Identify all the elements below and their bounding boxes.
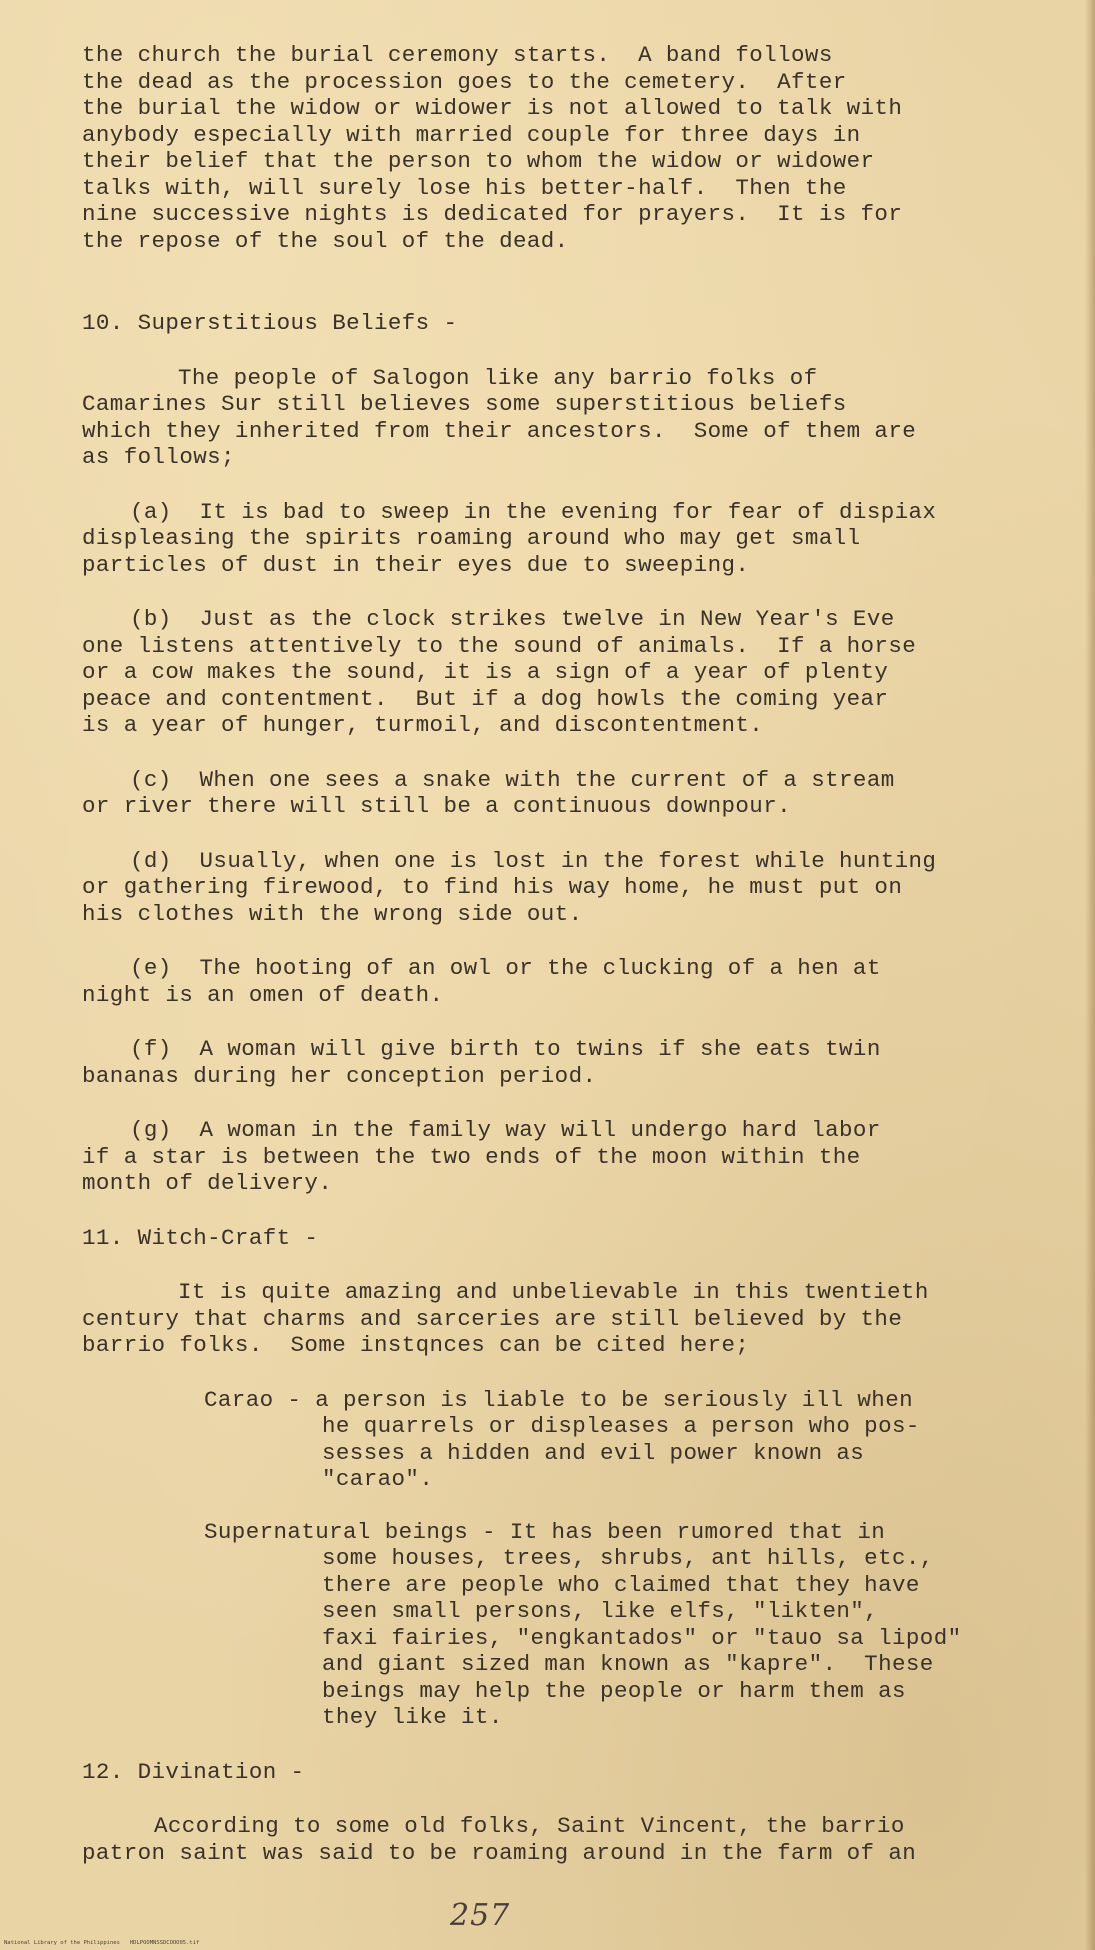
text-line: he quarrels or displeases a person who pos- bbox=[322, 1413, 920, 1439]
text-line: nine successive nights is dedicated for prayers. It is for bbox=[82, 201, 903, 227]
document-body bbox=[82, 42, 1042, 1866]
text-line: the repose of the soul of the dead. bbox=[82, 227, 569, 254]
text-line: they like it. bbox=[322, 1704, 503, 1730]
definition-carao bbox=[82, 1387, 1042, 1493]
section-11-heading: 11. Witch-Craft - bbox=[82, 1224, 319, 1251]
text-line: sesses a hidden and evil power known as bbox=[322, 1439, 865, 1466]
text-line: the dead as the procession goes to the cemetery. After bbox=[82, 68, 847, 95]
text-line: (f) A woman will give birth to twins if she eats twin bbox=[130, 1036, 881, 1062]
text-line: some houses, trees, shrubs, ant hills, etc., bbox=[322, 1545, 934, 1571]
text-line: (a) It is bad to sweep in the evening for fear of dispiax bbox=[130, 498, 937, 525]
text-line: century that charms and sarceries are still believed by the bbox=[82, 1305, 903, 1332]
text-line: (g) A woman in the family way will undergo hard labor bbox=[130, 1117, 881, 1143]
section-12-heading: 12. Divination - bbox=[82, 1758, 305, 1785]
belief-item-e bbox=[82, 955, 1042, 1008]
text-line: peace and contentment. But if a dog howls the coming year bbox=[82, 685, 889, 712]
text-line: if a star is between the two ends of the moon within the bbox=[82, 1143, 861, 1170]
text-line: Camarines Sur still believes some superstitious beliefs bbox=[82, 391, 847, 417]
section-12-intro bbox=[82, 1813, 1042, 1866]
section-10-heading: 10. Superstitious Beliefs - bbox=[82, 310, 458, 336]
text-line: and giant sized man known as "kapre". These bbox=[322, 1651, 934, 1677]
text-line: their belief that the person to whom the widow or widower bbox=[82, 148, 875, 174]
text-line: one listens attentively to the sound of animals. If a horse bbox=[82, 632, 917, 659]
text-line: The people of Salogon like any barrio folks of bbox=[178, 364, 818, 391]
text-line: faxi fairies, "engkantados" or "tauo sa lipod" bbox=[322, 1624, 962, 1651]
text-line: particles of dust in their eyes due to sweeping. bbox=[82, 551, 750, 578]
text-line: night is an omen of death. bbox=[82, 981, 444, 1008]
text-line: It is quite amazing and unbelievable in this twentieth bbox=[178, 1279, 929, 1305]
text-line: talks with, will surely lose his better-half. Then the bbox=[82, 174, 847, 201]
text-line: "carao". bbox=[322, 1466, 434, 1492]
text-line: seen small persons, like elfs, "likten", bbox=[322, 1598, 879, 1624]
belief-item-f bbox=[82, 1036, 1042, 1089]
text-line: the church the burial ceremony starts. A band follows bbox=[82, 42, 833, 68]
text-line: month of delivery. bbox=[82, 1170, 333, 1196]
belief-item-a bbox=[82, 499, 1042, 579]
text-line: (d) Usually, when one is lost in the forest while hunting bbox=[130, 847, 937, 874]
text-line: Supernatural beings - It has been rumored that in bbox=[204, 1518, 886, 1545]
text-line: (e) The hooting of an owl or the clucking of a hen at bbox=[130, 955, 881, 981]
text-line: the burial the widow or widower is not allowed to talk with bbox=[82, 95, 903, 121]
page-number: 257 bbox=[450, 1898, 511, 1933]
text-line: his clothes with the wrong side out. bbox=[82, 900, 583, 927]
section-10-intro bbox=[82, 365, 1042, 471]
belief-item-d bbox=[82, 848, 1042, 928]
text-line: (b) Just as the clock strikes twelve in New Year's Eve bbox=[130, 606, 895, 632]
text-line: (c) When one sees a snake with the current of a stream bbox=[130, 766, 895, 793]
belief-item-b bbox=[82, 606, 1042, 739]
definition-supernatural-beings bbox=[82, 1519, 1042, 1731]
text-line: is a year of hunger, turmoil, and discontentment. bbox=[82, 712, 764, 738]
text-line: bananas during her conception period. bbox=[82, 1062, 597, 1089]
text-line: beings may help the people or harm them as bbox=[322, 1677, 906, 1704]
text-line: or river there will still be a continuous downpour. bbox=[82, 793, 792, 819]
text-line: there are people who claimed that they have bbox=[322, 1571, 920, 1598]
belief-item-g bbox=[82, 1117, 1042, 1197]
text-line: or a cow makes the sound, it is a sign of a year of plenty bbox=[82, 659, 889, 685]
text-line: barrio folks. Some instqnces can be cited here; bbox=[82, 1332, 750, 1358]
text-line: patron saint was said to be roaming around in the farm of an bbox=[82, 1839, 917, 1866]
text-line: Carao - a person is liable to be seriously ill when bbox=[204, 1386, 914, 1413]
text-line: anybody especially with married couple for three days in bbox=[82, 121, 861, 148]
text-line: displeasing the spirits roaming around who may get small bbox=[82, 525, 861, 551]
archive-footer-note: National Library of the Philippines HDLPOOMNSSDCOOO05.tif bbox=[4, 1940, 200, 1946]
text-line: According to some old folks, Saint Vincent, the barrio bbox=[154, 1813, 905, 1839]
text-line: as follows; bbox=[82, 444, 235, 470]
page-edge-shadow bbox=[1085, 0, 1095, 1950]
belief-item-c bbox=[82, 767, 1042, 820]
text-line: or gathering firewood, to find his way home, he must put on bbox=[82, 874, 903, 900]
intro-paragraph bbox=[82, 42, 1042, 254]
text-line: which they inherited from their ancestors. Some of them are bbox=[82, 417, 917, 444]
section-11-intro bbox=[82, 1279, 1042, 1359]
